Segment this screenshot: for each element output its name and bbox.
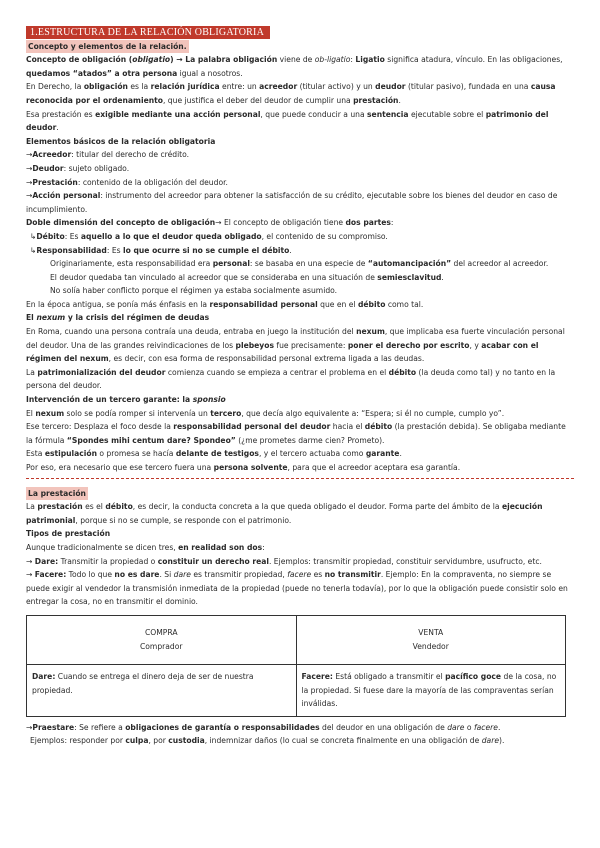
document-title: 1.ESTRUCTURA DE LA RELACIÓN OBLIGATORIA [26,26,574,40]
paragraph-concepto-obligacion: Concepto de obligación (obligatio) → La palabra obligación viene de ob-ligatio: Ligatio significa atadura, vínculo. En las obligaciones, quedamos “atados” a otra persona igual a nosotros. [26,55,563,78]
list-item: →Acción personal: instrumento del acreedor para obtener la satisfacción de su crédito, ejecutable sobre los bienes del deudor en caso de incumplimiento. [26,191,558,214]
list-item: →Prestación: contenido de la obligación del deudor. [26,177,228,187]
sponsio-paragraph: Esta estipulación o promesa se hacía delante de testigos, y el tercero actuaba como garante. [26,449,402,459]
section-nexum [26,311,574,393]
facere-item: → Facere: Todo lo que no es dare. Si dare es transmitir propiedad, facere es no transmitir. Ejemplo: En la compraventa, no siempre se puede exigir al vendedor la transmisión inmediata de la propiedad (puede no tenerla todavía), por lo que la obligación puede consistir solo en entregar la cosa, no en transmitir el dominio. [26,570,568,607]
nexum-heading: El nexum y la crisis del régimen de deudas [26,313,210,323]
list-item: →Acreedor: titular del derecho de crédito. [26,150,190,160]
table-header-compra: COMPRA Comprador [27,615,297,664]
document-page [26,26,574,748]
list-item: →Deudor: sujeto obligado. [26,163,130,173]
section-divider [26,478,574,479]
sponsio-paragraph: El nexum solo se podía romper si intervenía un tercero, que decía algo equivalente a: “Espera; si él no cumple, cumplo yo”. [26,408,505,418]
tipos-heading: Tipos de prestación [26,529,111,539]
section-concepto [26,40,574,135]
section-heading: La prestación [26,487,88,501]
doble-lead: Doble dimensión del concepto de obligación→ El concepto de obligación tiene dos partes: [26,218,394,228]
table-cell-venta: Facere: Está obligado a transmitir el pacífico goce de la cosa, no la propiedad. Si fuese dare la mayoría de las compraventas serían inválidas. [296,664,566,716]
praestare-examples: Ejemplos: responder por culpa, por custodia, indemnizar daños (lo cual se concreta finalmente en una obligación de dare). [30,736,505,746]
responsabilidad-detail: El deudor quedaba tan vinculado al acreedor que se consideraba en una situación de semiesclavitud. [50,272,444,282]
sponsio-heading: Intervención de un tercero garante: la sponsio [26,395,226,405]
section-heading: Concepto y elementos de la relación. [26,40,189,54]
dare-item: → Dare: Transmitir la propiedad o constituir un derecho real. Ejemplos: transmitir propiedad, constituir servidumbre, usufructo, etc. [26,556,542,566]
compraventa-table [26,615,566,717]
table-row [27,664,566,716]
section-prestacion [26,487,574,748]
paragraph-accion-personal: Esa prestación es exigible mediante una acción personal, que puede conducir a una sentencia ejecutable sobre el patrimonio del deudor. [26,109,549,133]
patrimonializacion-paragraph: La patrimonialización del deudor comienza cuando se empieza a centrar el problema en el débito (la deuda como tal) y no tanto en la persona del deudor. [26,367,556,391]
praestare-item: →Praestare: Se refiere a obligaciones de garantía o responsabilidades del deudor en una obligación de dare o facere. [26,722,501,732]
table-cell-compra: Dare: Cuando se entrega el dinero deja de ser de nuestra propiedad. [27,664,297,716]
tipos-lead: Aunque tradicionalmente se dicen tres, en realidad son dos: [26,542,265,552]
nexum-paragraph: En Roma, cuando una persona contraía una deuda, entraba en juego la institución del nexum, que implicaba esa fuerte vinculación personal del deudor. Una de las grandes reivindicaciones de los plebeyos fue precisamente: poner el derecho por escrito, y acabar con el régimen del nexum, es decir, con esa forma de responsabilidad personal extrema ligada a las deudas. [26,327,565,364]
section-doble-dimension [26,216,574,311]
responsabilidad-detail: Originariamente, esta responsabilidad era personal: se basaba en una especie de “automancipación” del acreedor al acreedor. [50,259,549,269]
sponsio-paragraph: Ese tercero: Desplaza el foco desde la responsabilidad personal del deudor hacia el débito (la prestación debida). Se obligaba mediante la fórmula “Spondes mihi centum dare? Spondeo” (¿me prometes darme cien? Prometo). [26,422,566,445]
prestacion-paragraph: La prestación es el débito, es decir, la conducta concreta a la que queda obligado el deudor. Forma parte del ámbito de la ejecución patrimonial, porque si no se cumple, se responde con el patrimonio. [26,502,543,525]
epoca-paragraph: En la época antigua, se ponía más énfasis en la responsabilidad personal que en el débito como tal. [26,299,424,309]
responsabilidad-item: ↳Responsabilidad: Es lo que ocurre si no se cumple el débito. [30,245,292,255]
table-header-venta: VENTA Vendedor [296,615,566,664]
elementos-heading: Elementos básicos de la relación obligatoria [26,136,216,146]
sponsio-paragraph: Por eso, era necesario que ese tercero fuera una persona solvente, para que el acreedor aceptara esa garantía. [26,463,461,472]
paragraph-relacion-juridica: En Derecho, la obligación es la relación jurídica entre: un acreedor (titular activo) y un deudor (titular pasivo), fundada en una causa reconocida por el ordenamiento, que justifica el deber del deudor de cumplir una prestación. [26,82,556,105]
section-elementos [26,135,574,217]
debito-item: ↳Débito: Es aquello a lo que el deudor queda obligado, el contenido de su compromiso. [30,231,388,241]
section-sponsio [26,393,574,475]
responsabilidad-detail: No solía haber conflicto porque el régimen ya estaba socialmente asumido. [50,286,338,296]
table-row [27,615,566,664]
